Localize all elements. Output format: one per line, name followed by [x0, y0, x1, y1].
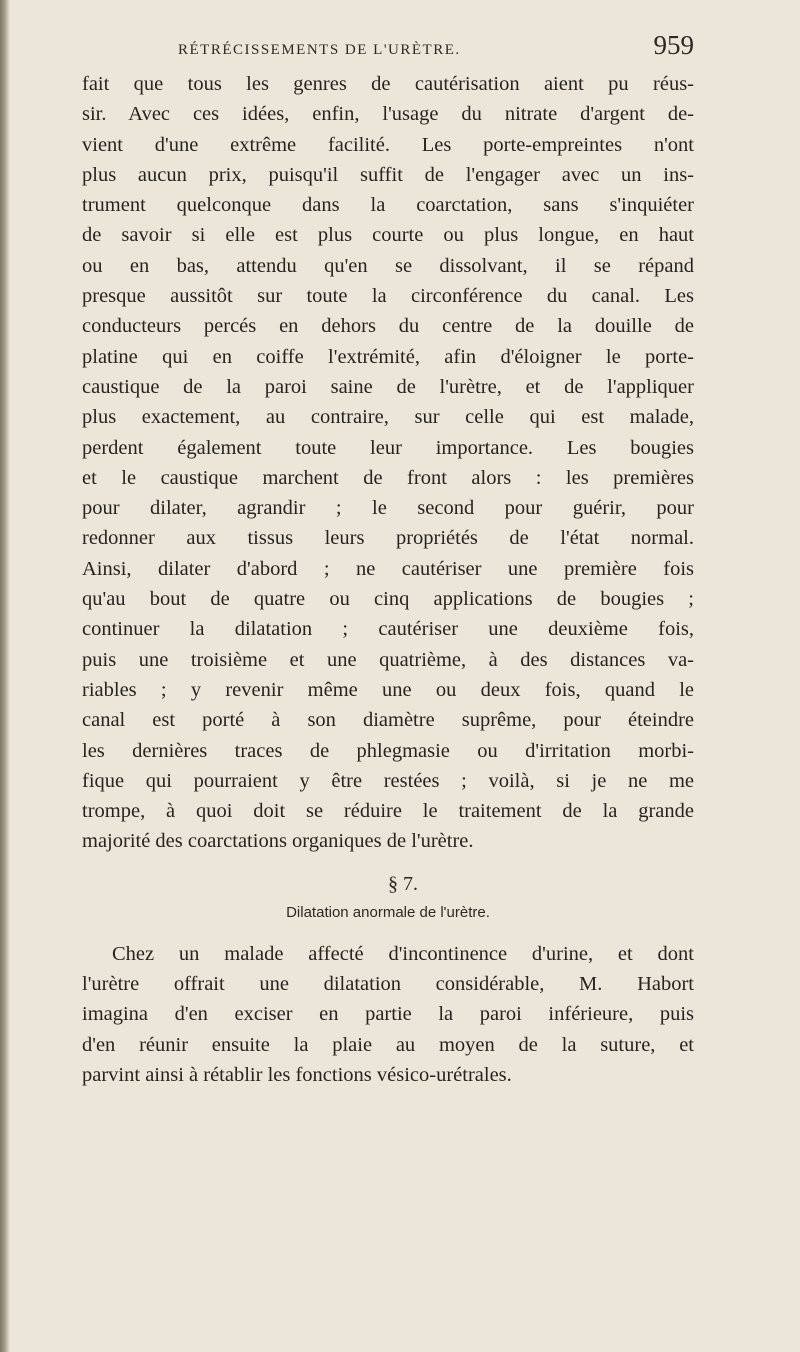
section-number: § 7.	[388, 872, 418, 895]
running-title: RÉTRÉCISSEMENTS DE L'URÈTRE.	[178, 42, 461, 58]
text-line: platine qui en coiffe l'extrémité, afin d'éloigner le porte-	[82, 345, 694, 368]
text-line: vient d'une extrême facilité. Les porte-empreintes n'ont	[82, 133, 694, 156]
text-line: plus aucun prix, puisqu'il suffit de l'engager avec un ins-	[82, 163, 694, 186]
text-line: trument quelconque dans la coarctation, sans s'inquiéter	[82, 194, 694, 217]
text-line: continuer la dilatation ; cautériser une deuxième fois,	[82, 618, 694, 641]
text-line: conducteurs percés en dehors du centre de la douille de	[82, 315, 694, 338]
text-line: parvint ainsi à rétablir les fonctions vésico-urétrales.	[82, 1063, 512, 1086]
text-line: Ainsi, dilater d'abord ; ne cautériser une première fois	[82, 557, 694, 580]
text-line: canal est porté à son diamètre suprême, pour éteindre	[82, 709, 694, 732]
text-line: d'en réunir ensuite la plaie au moyen de la suture, et	[82, 1033, 694, 1056]
text-line: fique qui pourraient y être restées ; voilà, si je ne me	[82, 769, 694, 792]
text-line: ou en bas, attendu qu'en se dissolvant, il se répand	[82, 254, 694, 277]
text-line: redonner aux tissus leurs propriétés de l'état normal.	[82, 527, 694, 550]
text-line: fait que tous les genres de cautérisation aient pu réus-	[82, 73, 694, 95]
text-line: sir. Avec ces idées, enfin, l'usage du nitrate d'argent de-	[82, 103, 694, 126]
section-title: Dilatation anormale de l'urètre.	[286, 903, 490, 921]
text-line: caustique de la paroi saine de l'urètre, et de l'appliquer	[82, 375, 694, 398]
book-page	[82, 30, 694, 1090]
text-line: riables ; y revenir même une ou deux fois, quand le	[82, 678, 694, 701]
text-line: perdent également toute leur importance. Les bougies	[82, 436, 694, 459]
text-line: Chez un malade affecté d'incontinence d'urine, et dont	[112, 942, 694, 965]
running-head	[82, 30, 694, 61]
text-line: imagina d'en exciser en partie la paroi inférieure, puis	[82, 1003, 694, 1026]
text-line: qu'au bout de quatre ou cinq applications de bougies ;	[82, 588, 694, 611]
text-line: pour dilater, agrandir ; le second pour guérir, pour	[82, 497, 694, 520]
paragraph-2	[82, 939, 694, 1090]
page-number: 959	[653, 30, 694, 60]
text-line: majorité des coarctations organiques de l'urètre.	[82, 830, 474, 853]
page-binding-edge	[0, 0, 10, 1352]
text-line: trompe, à quoi doit se réduire le traitement de la grande	[82, 800, 694, 823]
text-line: et le caustique marchent de front alors : les premières	[82, 466, 694, 489]
text-line: les dernières traces de phlegmasie ou d'irritation morbi-	[82, 739, 694, 762]
text-line: puis une troisième et une quatrième, à des distances va-	[82, 648, 694, 671]
paragraph-1	[82, 69, 694, 857]
text-line: de savoir si elle est plus courte ou plus longue, en haut	[82, 224, 694, 247]
text-line: plus exactement, au contraire, sur celle qui est malade,	[82, 406, 694, 429]
text-line: l'urètre offrait une dilatation considérable, M. Habort	[82, 973, 694, 996]
text-line: presque aussitôt sur toute la circonférence du canal. Les	[82, 285, 694, 308]
